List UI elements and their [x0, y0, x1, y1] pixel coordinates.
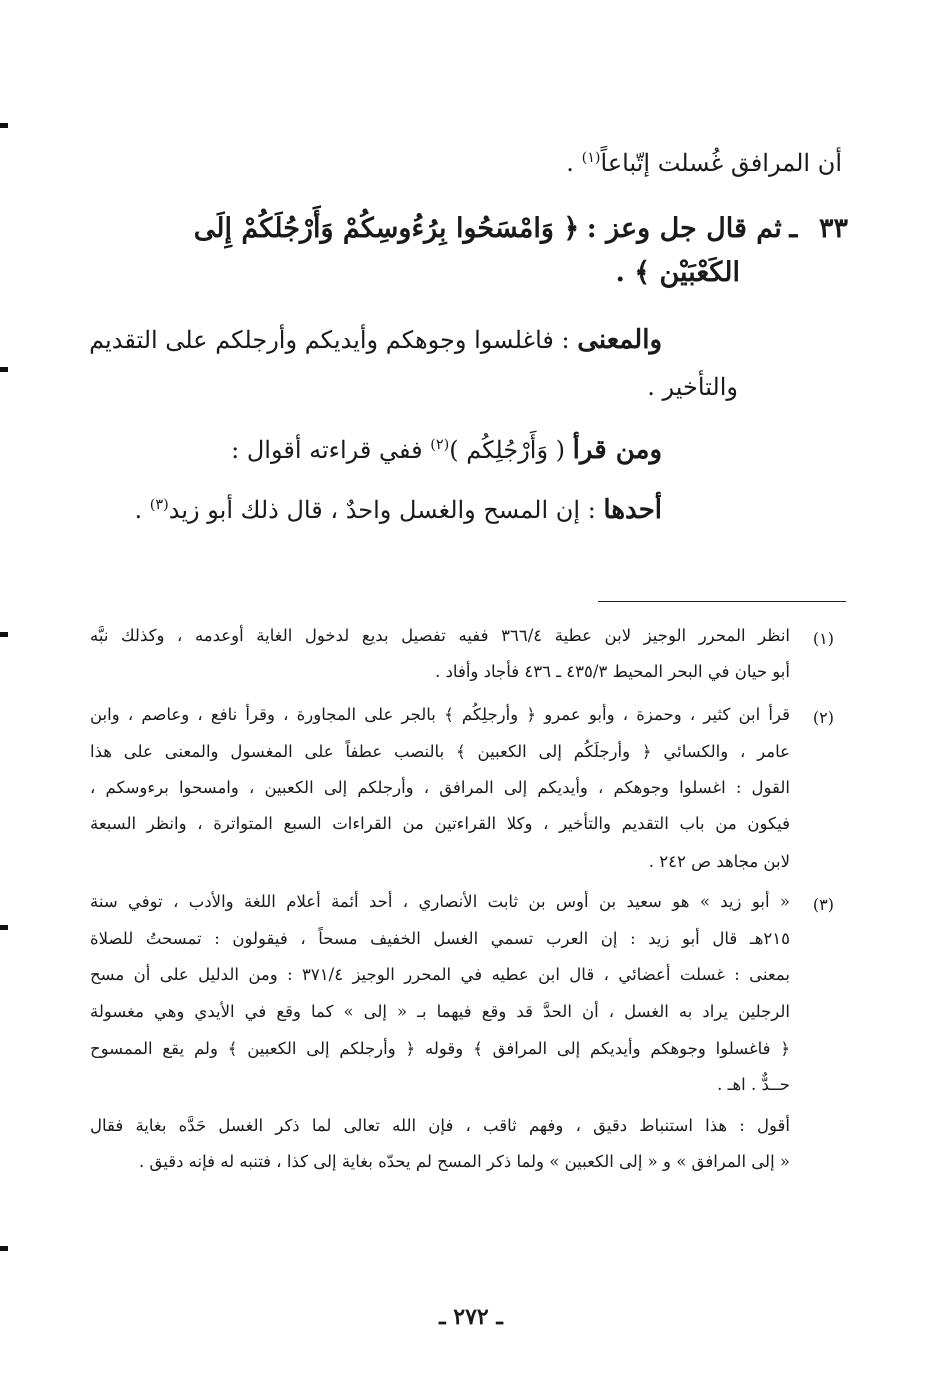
first-opinion-line — [90, 488, 662, 527]
footnote-2-line-5: لابن مجاهد ص ٢٤٢ . — [648, 852, 790, 871]
verse-number: ٣٣ — [818, 213, 848, 244]
footnote-1-number: (١) — [812, 629, 834, 648]
meaning-text-2: والتأخير . — [647, 373, 738, 401]
footnote-3-line-7: أقول : هذا استنباط دقيق ، وفهم ثاقب ، فإن الله تعالى لما ذكر الغسل حَدَّه بغاية فقال — [90, 1116, 790, 1135]
scan-edge-mark — [0, 367, 8, 372]
verse-line-2 — [90, 256, 740, 290]
verse-quran-text-2: الكَعْبَيْن ﴾ — [634, 257, 740, 288]
meaning-label: والمعنى — [577, 325, 662, 355]
footnote-3-line-5: ﴿ فاغسلوا وجوهكم وأيديكم إلى المرافق ﴾ وقوله ﴿ وأرجلكم إلى الكعبين ﴾ ولم يقع الممسوح — [90, 1039, 790, 1058]
verse-intro: ثم قال جل وعز : — [586, 213, 782, 244]
line-1-end: . — [566, 149, 582, 177]
footnote-2-line-1: قرأ ابن كثير ، وحمزة ، وأبو عمرو ﴿ وأرجلِكُم ﴾ بالجر على المجاورة ، وقرأ نافع ، وعاصم ، وابن — [90, 705, 790, 724]
verse-line-1 — [90, 212, 848, 246]
first-text: : إن المسح والغسل واحدٌ ، قال ذلك أبو زيد — [168, 496, 604, 524]
meaning-line-2 — [90, 370, 738, 404]
footnote-1-line-1: انظر المحرر الوجيز لابن عطية ٣٦٦/٤ ففيه تفصيل بديع لدخول الغاية أوعدمه ، وكذلك نبَّه — [90, 626, 790, 645]
first-label: أحدها — [603, 495, 662, 525]
footnote-3-line-3: بمعنى : غسلت أعضائي ، قال ابن عطيه في المحرر الوجيز ٣٧١/٤ : ومن الدليل على أن مسح — [90, 965, 791, 984]
footnote-3-line-6: حــدٌّ . اهـ . — [717, 1075, 790, 1094]
reading-text: ( وَأَرْجُلِكُم ) — [449, 436, 573, 464]
scan-edge-mark — [0, 123, 8, 128]
footnote-ref-2[interactable]: (٢) — [430, 437, 450, 453]
reading-line — [90, 428, 662, 467]
verse-dash: ـ — [789, 213, 798, 244]
footnote-2-line-3: القول : اغسلوا وجوهكم ، وأيديكم إلى المرافق ، وأرجلكم إلى الكعبين ، وامسحوا برءوسكم ، — [90, 778, 790, 797]
meaning-line-1 — [90, 323, 662, 357]
verse-end: . — [615, 257, 635, 288]
reading-label: ومن قرأ — [572, 435, 662, 465]
page-number: ـ ٢٧٢ ـ — [439, 1304, 503, 1330]
footnote-2-line-2: عامر ، والكسائي ﴿ وأرجلَكُم إلى الكعبين ﴾ بالنصب عطفاً على المغسول والمعنى على هذا — [90, 742, 790, 761]
footnote-3-line-1: « أبو زيد » هو سعيد بن أوس بن ثابت الأنصاري ، أحد أئمة أعلام اللغة والأدب ، توفي سنة — [90, 892, 790, 911]
footnote-2-number: (٢) — [812, 708, 834, 727]
footnote-separator — [598, 601, 846, 602]
main-line-1 — [90, 141, 842, 180]
footnote-3-line-8: « إلى المرافق » و « إلى الكعبين » ولما ذكر المسح لم يحدّه بغاية إلى كذا ، فتنبه له فإنه دقيق . — [138, 1152, 790, 1171]
reading-end: ففي قراءته أقوال : — [231, 436, 431, 464]
line-1-text: أن المرافق غُسلت إتّباعاً — [600, 149, 842, 177]
verse-quran-text: ﴿ وَامْسَحُوا بِرُءُوسِكُمْ وَأَرْجُلَكُمْ إِلَى — [193, 213, 580, 244]
footnote-2-line-4: فيكون من باب التقديم والتأخير ، وكلا القراءتين من القراءات السبع المتواترة ، وانظر السبعة — [90, 814, 790, 833]
scan-edge-mark — [0, 1246, 8, 1251]
footnote-3-line-2: ٢١٥هـ قال أبو زيد : إن العرب تسمي الغسل الخفيف مسحاً ، فيقولون : تمسحتُ للصلاة — [90, 929, 790, 948]
footnote-ref-3[interactable]: (٣) — [149, 497, 169, 513]
footnote-ref-1[interactable]: (١) — [581, 150, 601, 166]
footnote-3-number: (٣) — [812, 895, 834, 914]
footnote-1-line-2: أبو حيان في البحر المحيط ٤٣٥/٣ ـ ٤٣٦ فأجاد وأفاد . — [435, 662, 790, 681]
meaning-text: : فاغلسوا وجوهكم وأيديكم وأرجلكم على التقديم — [89, 326, 578, 354]
first-end: . — [134, 496, 150, 524]
scan-edge-mark — [0, 925, 8, 930]
footnote-3-line-4: الرجلين يراد به الغسل ، أن الحدَّ قد وقع فيهما بـ « إلى » كما وقع في الأيدي وهي مغسولة — [90, 1002, 790, 1021]
scan-edge-mark — [0, 632, 8, 637]
